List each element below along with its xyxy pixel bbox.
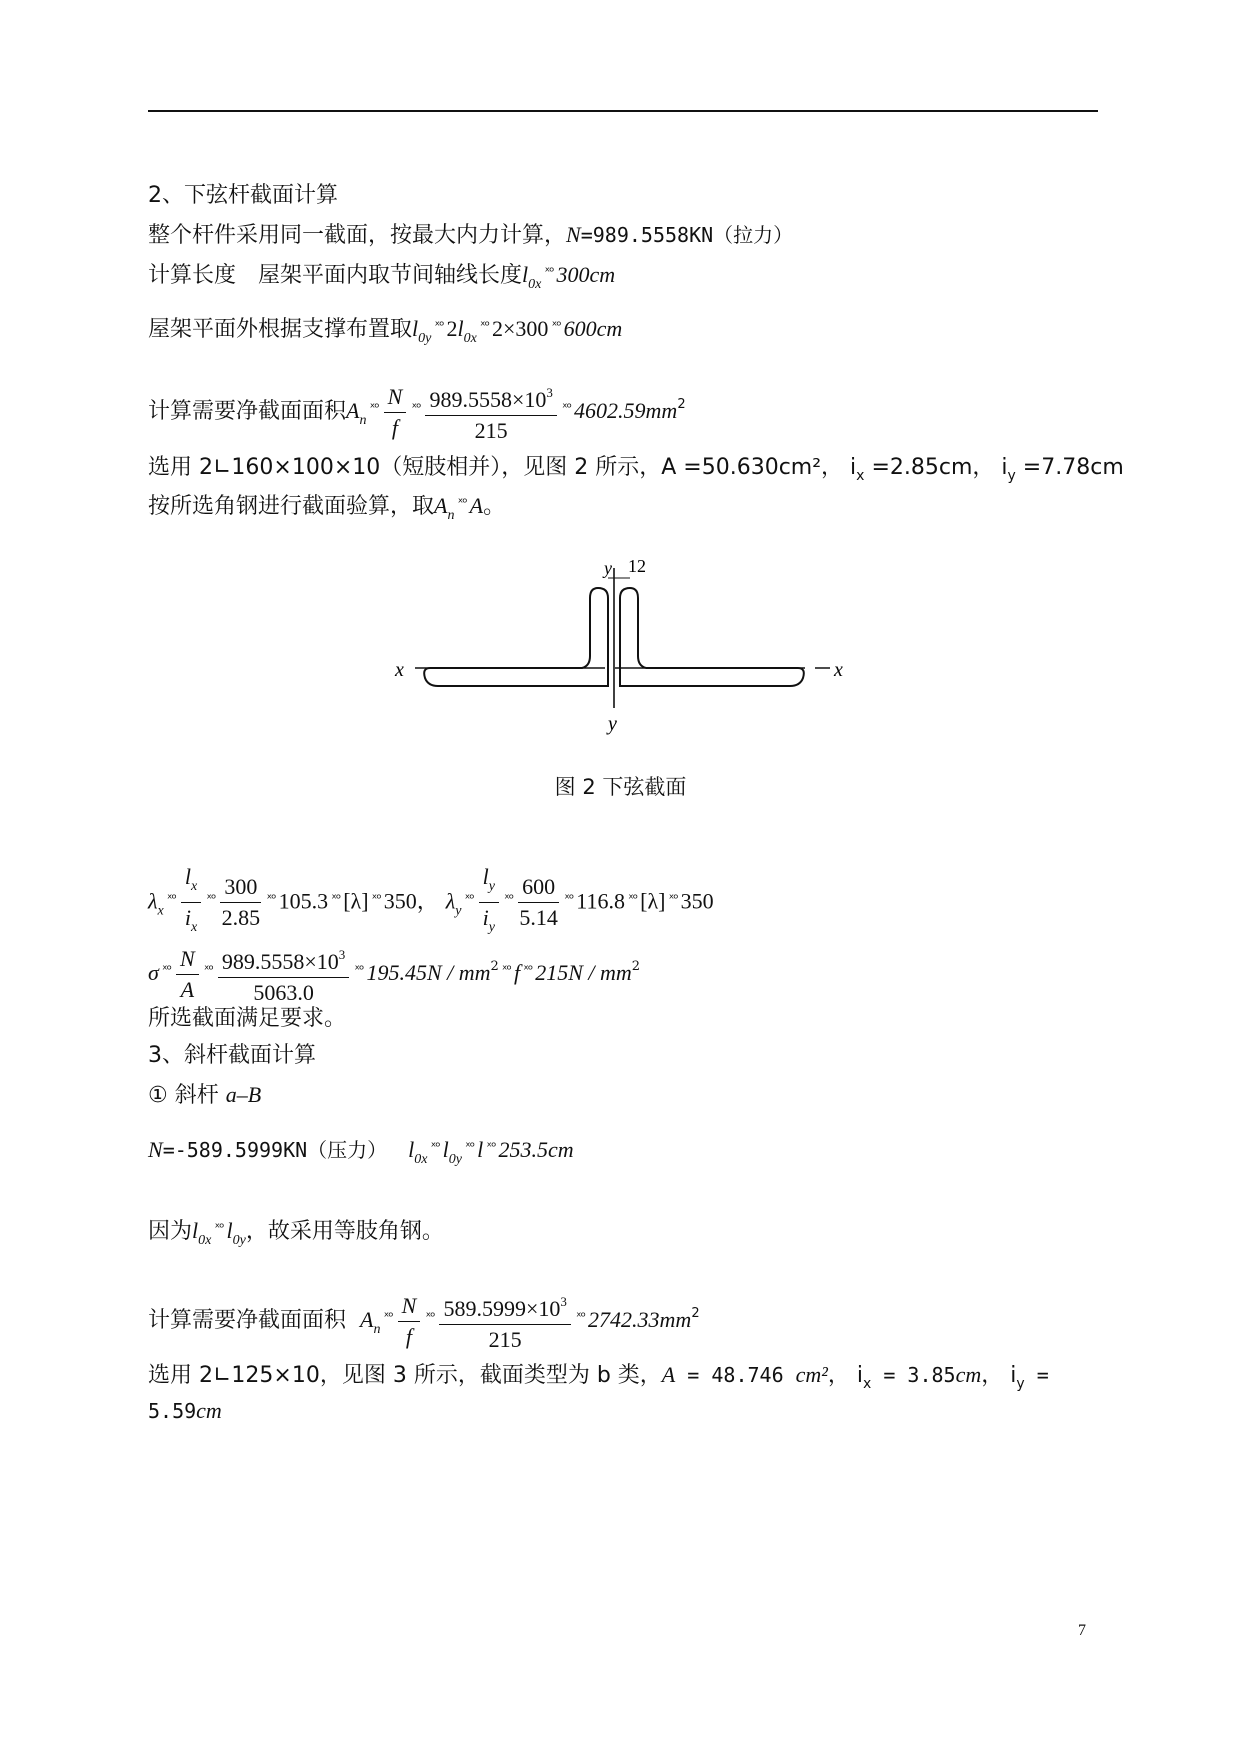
symbol-l: l [412,316,419,341]
axis-label-x-left: x [395,659,404,681]
fraction-force: $\frac{989.5558\times 10^3}{215}$ [425,378,556,446]
text: 计算需要净截面面积 [148,399,347,424]
formula-stress: σ $^{ˣᵒ}$ $\frac{N}{A}$ $^{ˣᵒ}$ $\frac{989.5558\times 10^3}{5063.0}$ $^{ˣᵒ}$ $195.45N / mm^2$ $^{ˣᵒ}$ f $^{ˣᵒ}$ $215N / mm^2$ [148,940,640,1008]
paragraph-out-of-plane [148,312,622,354]
text: 计算长度 屋架平面内取节间轴线长度 [148,263,523,288]
paragraph-select-1: 选用 2∟160×100×10（短肢相并），见图 2 所示，A =50.630cm²， $i_x =2.85cm$， $i_y =7.78cm$ [148,455,1124,484]
equals-glyph: ˣᵒ [369,401,379,416]
fraction-N-f: $\frac{N}{f}$ [384,382,407,443]
list-item-1: ① 斜杆 a–B [148,1082,262,1108]
value: 2 [446,316,458,341]
subscript: 0x [463,331,477,346]
equals-glyph: ˣᵒ [479,319,490,334]
figure-caption: 图 2 下弦截面 [554,775,687,799]
section-heading-3: 3、斜杆截面计算 [148,1043,316,1068]
paragraph-select-2: 选用 2∟125×10，见图 3 所示，截面类型为 b 类，A = 48.746 cm²， $i_x = 3.85cm$， $i_y$ = [148,1362,1049,1392]
header-rule [148,110,1098,112]
axis-label-x-right: x [834,659,843,681]
value-600cm: 600cm [563,316,623,341]
value-300cm: 300cm [556,262,616,287]
equals-glyph: ˣᵒ [551,319,561,334]
equals-glyph: ˣᵒ [411,401,421,416]
text: 屋架平面外根据支撑布置取 [148,317,413,342]
symbol-A: A [346,398,360,423]
equals-glyph: ˣᵒ [561,401,572,416]
formula-slenderness: $\lambda_x^{ˣᵒ}$ $\frac{l_x}{i_x}$ $^{ˣᵒ}$ $\frac{300}{2.85}$ $^{ˣᵒ}$ 105.3 $^{ˣᵒ}$ [λ] $^{ˣᵒ}$ 350， $\lambda_y^{ˣᵒ}$ $\frac{l_y}{i_y}$ $^{ˣᵒ}$ $\frac{600}{5.14}$ $^{ˣᵒ}$ 116.8 $^{ˣᵒ}$ [λ] $^{ˣᵒ}$ 350 [148,864,714,935]
axis-label-y-top: y [604,558,612,578]
text: 按所选角钢进行截面验算，取 [148,494,435,519]
text: 整个杆件采用同一截面，按最大内力计算， [148,223,567,248]
value-area: 4602.59mm [574,398,678,423]
equals-glyph: ˣᵒ [544,265,554,280]
gap-label: 12 [628,556,646,576]
subscript: n [359,413,367,428]
force-value: =989.5558KN（拉力） [580,223,794,247]
subscript: 0y [418,331,432,346]
left-angle [424,588,608,686]
paragraph-because: 因为$l_{0x}^{ˣᵒ}$ $l_{0y}$，故采用等肢角钢。 [148,1218,444,1248]
paragraph-calc-length [148,258,615,300]
value: 2×300 [492,316,549,341]
equals-glyph: ˣᵒ [434,319,444,334]
heading-text: 2、下弦杆截面计算 [148,183,338,208]
equals-glyph: ˣᵒ [457,496,467,511]
axis-label-y-bottom: y [608,713,617,735]
formula-net-area-2: 计算需要净截面面积 $A_n^{ˣᵒ}$ $\frac{N}{f}$ $^{ˣᵒ}$ $\frac{589.5999\times 10^3}{215}$ $^{ˣᵒ}$ $2742.33mm^2$ [148,1287,700,1355]
symbol-l: l [522,262,529,287]
paragraph-satisfies: 所选截面满足要求。 [148,1006,347,1031]
subscript: 0x [528,277,542,292]
paragraph-select-2-cont: 5.59cm [148,1398,222,1423]
right-angle [620,588,804,686]
symbol-N: N [566,222,581,247]
figure-2-cross-section [390,548,850,748]
text: 选用 2∟160×100×10（短肢相并），见图 2 所示，A =50.630cm²， i [148,455,857,480]
paragraph-check: 按所选角钢进行截面验算，取$A_n^{ˣᵒ}$ A。 [148,493,506,523]
formula-N2: N=-589.5999KN（压力） $l_{0x}^{ˣᵒ}$ $l_{0y}^{ˣᵒ}$ l $^{ˣᵒ}$ 253.5cm [148,1137,574,1167]
symbol-l: l [457,316,464,341]
page-number: 7 [1078,1622,1086,1639]
section-heading-2 [148,181,338,211]
paragraph-whole-member [148,220,793,251]
formula-net-area-1: 计算需要净截面面积$A_n^{ˣᵒ}$ $\frac{N}{f}$ $^{ˣᵒ}$ $\frac{989.5558\times 10^3}{215}$ $^{ˣᵒ}$ $4602.59mm^2$ [148,378,686,446]
